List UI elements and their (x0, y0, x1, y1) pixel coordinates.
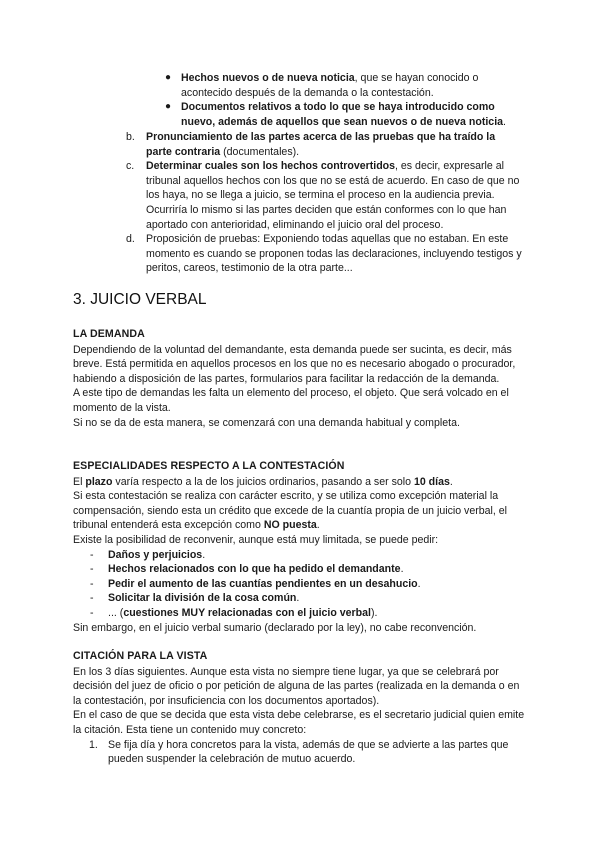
bold-run: NO puesta (263, 519, 317, 532)
dash-marker-icon: - (90, 577, 94, 590)
text-run: . (316, 519, 320, 532)
paragraph: En el caso de que se decida que esta vista debe celebrarse, es el secretario judicial quien emite la citación. Esta tiene un contenido muy concreto: (73, 709, 525, 736)
lettered-list (126, 130, 522, 276)
dash-list (90, 548, 529, 621)
item-text: . (202, 548, 206, 561)
text-run: Si esta contestación se realiza con carácter escrito, y se utiliza como excepción material la compensación, siendo esta un crédito que excede de la cuantía propia de un juicio verbal, el tribunal entenderá esta excepción como (73, 490, 508, 532)
item-number: 1. (89, 738, 98, 751)
item-letter: b. (126, 131, 135, 143)
dash-marker-icon: - (90, 606, 94, 619)
text-run: . (449, 475, 453, 488)
dash-item (90, 562, 529, 577)
item-text: . (400, 563, 404, 576)
bullet-list (165, 71, 521, 129)
bullet-text: . (503, 115, 506, 128)
lettered-item (126, 130, 522, 159)
item-bold-text: Daños y perjuicios (108, 548, 203, 561)
item-text: Proposición de pruebas: Exponiendo todas aquellas que no estaban. En este momento es cuando se proponen todas las declaraciones, incluyendo testigos y peritos, careos, testimonio de la otra parte... (146, 233, 522, 275)
paragraph: Si no se da de esta manera, se comenzará con una demanda habitual y completa. (73, 416, 460, 429)
dash-item (90, 591, 529, 606)
subsection-title: ESPECIALIDADES RESPECTO A LA CONTESTACIÓN (73, 460, 345, 472)
item-letter: c. (126, 160, 135, 173)
dash-item (90, 548, 529, 563)
bullet-dot-icon: ● (165, 101, 172, 113)
bold-run: plazo (85, 475, 113, 488)
subsection-title: CITACIÓN PARA LA VISTA (73, 650, 208, 662)
lettered-item (126, 232, 522, 276)
paragraph: A este tipo de demandas les falta un elemento del proceso, el objeto. Que será volcado en el momento de la vista. (73, 387, 509, 414)
dash-item (90, 606, 529, 621)
item-bold-text: Determinar cuales son los hechos controvertidos (146, 160, 396, 173)
subsection-title: LA DEMANDA (73, 328, 145, 340)
bullet-text: , que se hayan conocido o acontecido después de la demanda o la contestación. (181, 72, 479, 99)
paragraph (73, 475, 529, 490)
section-demanda (73, 327, 529, 430)
dash-marker-icon: - (90, 548, 94, 561)
paragraph: Existe la posibilidad de reconvenir, aunque está muy limitada, se puede pedir: (73, 533, 439, 546)
item-bold-text: Solicitar la división de la cosa común (108, 592, 297, 605)
paragraph (73, 489, 529, 533)
item-text: (documentales). (220, 145, 300, 158)
item-text: , es decir, expresarle al tribunal aquellos hechos con los que no se está de acuerdo. En caso de que no los haya, no se llega a juicio, se termina el proceso en la audiencia previa. Ocurriría lo mismo si las partes deciden que están conformes con lo que han aportado con anterioridad, eliminando el juicio oral del proceso. (146, 160, 520, 231)
item-bold-text: Hechos relacionados con lo que ha pedido el demandante (108, 563, 401, 576)
item-text: ). (370, 606, 378, 619)
item-bold-text: Pronunciamiento de las partes acerca de las pruebas que ha traído la parte contraria (146, 131, 496, 158)
dash-marker-icon: - (90, 563, 94, 576)
bullet-item (165, 100, 521, 129)
bullet-bold-text: Hechos nuevos o de nueva noticia (181, 72, 355, 84)
section-contestacion (73, 459, 529, 635)
item-letter: d. (126, 233, 135, 246)
numbered-list (89, 738, 529, 767)
section-heading: 3. JUICIO VERBAL (73, 291, 207, 308)
item-text: Se fija día y hora concretos para la vista, además de que se advierte a las partes que pueden suspender la celebración de mutuo acuerdo. (108, 738, 509, 766)
paragraph: Sin embargo, en el juicio verbal sumario (declarado por la ley), no cabe reconvención. (73, 621, 477, 634)
text-run: varía respecto a la de los juicios ordinarios, pasando a ser solo (112, 475, 414, 488)
numbered-item (89, 738, 529, 767)
item-text: . (417, 577, 421, 590)
item-bold-text: cuestiones MUY relacionadas con el juicio verbal (123, 606, 371, 619)
item-text: . (296, 592, 300, 605)
dash-marker-icon: - (90, 592, 94, 605)
bullet-dot-icon: ● (165, 72, 172, 83)
bullet-bold-text: Documentos relativos a todo lo que se haya introducido como nuevo, además de aquellos que sean nuevos o de nueva noticia (181, 101, 504, 128)
text-run: El (73, 475, 86, 488)
section-citacion (73, 649, 529, 767)
dash-item (90, 577, 529, 592)
paragraph: En los 3 días siguientes. Aunque esta vista no siempre tiene lugar, ya que se celebrará por decisión del juez de oficio o por petición de alguna de las partes (realizada en la demanda o en la contestación, por insuficiencia con los documentos aportados). (73, 665, 520, 707)
bold-run: 10 días (413, 475, 450, 488)
item-text: ... ( (108, 606, 124, 619)
lettered-item (126, 159, 522, 232)
item-bold-text: Pedir el aumento de las cuantías pendientes en un desahucio (108, 577, 418, 590)
paragraph: Dependiendo de la voluntad del demandante, esta demanda puede ser sucinta, es decir, más breve. Está permitida en aquellos procesos en los que no es necesario abogado o procurador, habiendo a disposición de las partes, formularios para facilitar la redacción de la demanda. (73, 343, 516, 385)
bullet-item (165, 71, 521, 100)
